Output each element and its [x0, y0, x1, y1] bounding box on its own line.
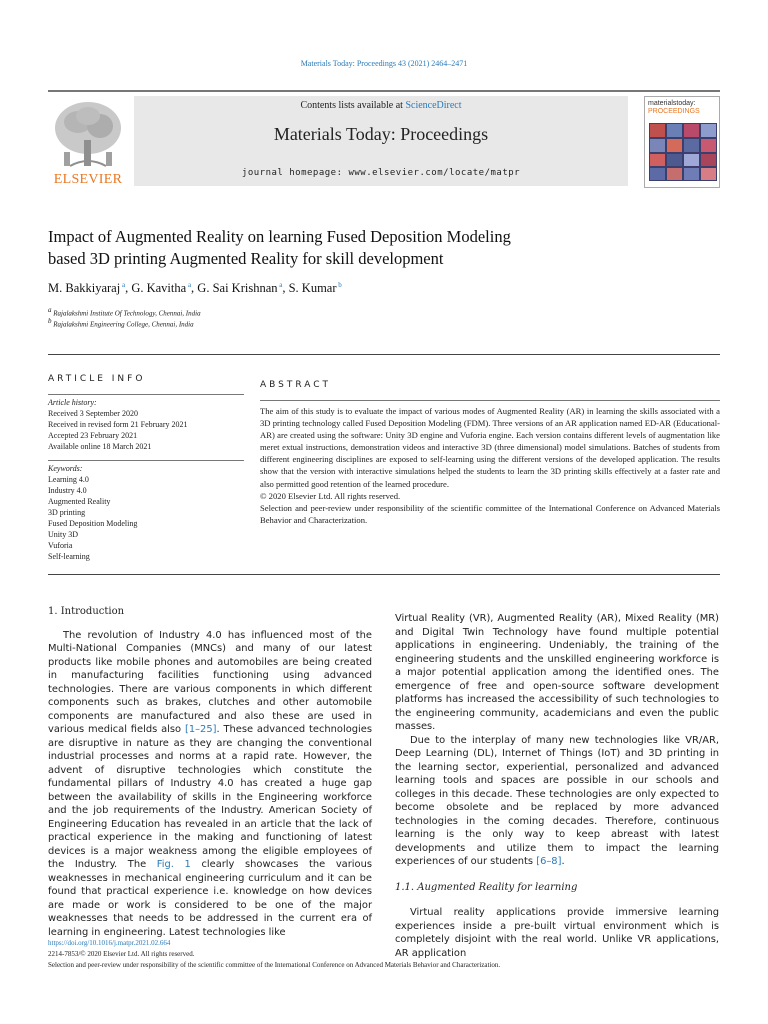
journal-band — [134, 96, 628, 186]
author-separator: , — [282, 281, 289, 296]
masthead — [48, 90, 720, 186]
figure-link[interactable]: Fig. 1 — [156, 859, 191, 870]
history-item: Available online 18 March 2021 — [48, 442, 152, 451]
article-info-heading: ARTICLE INFO — [48, 374, 146, 384]
body-column-left — [48, 605, 372, 939]
section-heading: 1. Introduction — [48, 606, 125, 617]
journal-title: Materials Today: Proceedings — [273, 124, 489, 144]
affiliation-text: Rajalakshmi Institute Of Technology, Chennai, India — [53, 309, 201, 318]
journal-cover-thumbnail[interactable] — [644, 96, 720, 188]
paragraph — [395, 734, 719, 869]
keywords — [48, 460, 248, 562]
history-item: Received in revised form 21 February 2021 — [48, 420, 188, 429]
cover-image-grid-icon — [649, 123, 717, 181]
paragraph-text: The revolution of Industry 4.0 has influenced most of the Multi-National Companies (MNCs) and many of our latest products like mobile phones and automobiles are being created in manufacturing facilities functioning using advanced technologies. There are various components in which different components such as brakes, clutches and other automobile components are manufactured and also these are used in various medical fields also — [48, 629, 372, 735]
article-title-line-2: based 3D printing Augmented Reality for skill development — [48, 249, 444, 268]
author-affiliation-mark[interactable]: b — [338, 281, 342, 289]
keyword-item[interactable]: Learning 4.0 — [48, 475, 89, 484]
keyword-item[interactable]: Industry 4.0 — [48, 486, 87, 495]
author-separator: , — [191, 281, 198, 296]
article-title — [48, 226, 648, 270]
abstract-copyright: © 2020 Elsevier Ltd. All rights reserved. — [260, 490, 401, 501]
sciencedirect-link[interactable]: ScienceDirect — [405, 100, 462, 111]
author-affiliation-mark[interactable]: a — [187, 281, 192, 289]
history-item: Received 3 September 2020 — [48, 409, 138, 418]
author-affiliation-mark[interactable]: a — [279, 281, 283, 289]
keyword-item[interactable]: 3D printing — [48, 508, 86, 517]
paragraph-text: . These advanced technologies are disruptive in nature as they are changing the conventional industrial processes and norms at a rapid rate. However, the advent of disruptive technologies which constitute the fundamental pillars of Industry 4.0 has created a huge gap between the availability of skills in the Engineering workforce and the job requirements of the Industry. American Society of Engineering Education has revealed in an article that the lack of practical experience in the making and functioning of latest devices is a major weakness among the eligible employees of the Industry. The — [48, 724, 372, 870]
reference-link[interactable]: [6–8] — [536, 856, 562, 867]
paragraph: Virtual reality applications provide immersive learning experiences inside a pre-built virtual environment which is completely disjoint with the real world. Unlike VR applications, AR application — [395, 907, 719, 959]
doi-link[interactable]: https://doi.org/10.1016/j.matpr.2021.02.664 — [48, 939, 171, 947]
contents-line — [134, 100, 628, 111]
abstract — [260, 400, 720, 526]
article-history-label: Article history: — [48, 398, 97, 407]
author-name[interactable]: M. Bakkiyaraj — [48, 281, 121, 296]
elsevier-wordmark: ELSEVIER — [53, 172, 123, 187]
affiliation-text: Rajalakshmi Engineering College, Chennai, India — [53, 320, 194, 329]
affiliation-mark: b — [48, 317, 52, 325]
paragraph-text: . — [561, 856, 565, 867]
abstract-heading: ABSTRACT — [260, 380, 332, 390]
author-name[interactable]: G. Kavitha — [131, 281, 187, 296]
contents-prefix: Contents lists available at — [300, 100, 406, 111]
affiliation — [48, 306, 448, 317]
reference-link[interactable]: [1–25] — [184, 724, 217, 735]
page-footer — [48, 938, 720, 971]
divider — [48, 394, 244, 395]
author-list — [48, 281, 648, 296]
paragraph — [48, 629, 372, 940]
footer-peer-review: Selection and peer-review under responsibility of the scientific committee of the International Conference on Advanced Materials Behavior and Characterization. — [48, 961, 501, 969]
paragraph-text: clearly showcases the various weaknesses in mechanical engineering curriculum and it can be found that practical experience i.e. knowledge on how devices are made or work is considered to be one of the major weaknesses that needs to be addressed in the current era of learning in engineering. Latest technologies like — [48, 859, 372, 938]
issn-line: 2214-7853/© 2020 Elsevier Ltd. All rights reserved. — [48, 950, 195, 958]
journal-citation-link[interactable]: Materials Today: Proceedings 43 (2021) 2464–2471 — [300, 59, 468, 68]
keyword-item[interactable]: Unity 3D — [48, 530, 78, 539]
keyword-item[interactable]: Augmented Reality — [48, 497, 111, 506]
subsection-heading: 1.1. Augmented Reality for learning — [395, 881, 578, 893]
author-name[interactable]: S. Kumar — [288, 281, 337, 296]
keyword-item[interactable]: Vuforia — [48, 541, 73, 550]
author-affiliation-mark[interactable]: a — [121, 281, 126, 289]
keyword-item[interactable]: Fused Deposition Modeling — [48, 519, 138, 528]
affiliation-mark: a — [48, 306, 52, 314]
divider — [48, 574, 720, 575]
affiliation — [48, 317, 448, 328]
keyword-item[interactable]: Self-learning — [48, 552, 90, 561]
paragraph: Virtual Reality (VR), Augmented Reality (AR), Mixed Reality (MR) and Digital Twin Technology have found multiple potential applications in engineering. Undeniably, the training of the engineering students and the unskilled engineering workforce is a major potential application among the identified ones. The emergence of free and open-source software development platforms has increased the accessibility of such technologies to the engineering community, academicians and even the public masses. — [395, 613, 719, 732]
body-column-right — [395, 612, 719, 960]
divider — [48, 460, 244, 461]
author-name[interactable]: G. Sai Krishnan — [197, 281, 278, 296]
cover-sub: PROCEEDINGS — [648, 108, 700, 115]
divider — [48, 354, 720, 355]
homepage-url-link[interactable]: www.elsevier.com/locate/matpr — [348, 168, 521, 178]
article-title-line-1: Impact of Augmented Reality on learning Fused Deposition Modeling — [48, 227, 511, 246]
keywords-label: Keywords: — [48, 464, 83, 473]
abstract-body: The aim of this study is to evaluate the impact of various modes of Augmented Reality (AR) in learning the skills associated with a 3D printing technology called Fused Deposition Modeling (FDM). Three versions of an AR application named ED-AR (Educational-AR) are created using the software: Unity 3D engine and Vuforia engine. Each version contains different levels of augmentation like meret extual instructions, demonstration videos and interactive 3D (three dimensional) model simulations. Batches of students from different engineering disciplines are exposed to self-learning using the different versions of the developed application. The results show that the version with interactive simulations helped the students to learn the 3D printing skills effectively at a faster rate and also permitted good retention of the learned procedure. — [260, 406, 720, 489]
homepage-line — [134, 168, 628, 178]
author-separator: , — [125, 281, 132, 296]
paragraph-text: Due to the interplay of many new technologies like VR/AR, Deep Learning (DL), Internet of Things (IoT) and 3D printing in the learning sector, experiential, personalized and advanced learning tools and spaces are possible in our schools and colleges in this decade. These technologies are only expected to become obsolete and be replaced by more advanced technologies in the coming decades. Therefore, continuous learning is the only way to keep abreast with latest developments and utilize them to impact the learning experiences of our students — [395, 734, 719, 867]
cover-brand: materialstoday: — [648, 100, 696, 107]
homepage-prefix: journal homepage: — [241, 168, 349, 178]
elsevier-logo — [48, 96, 128, 186]
article-history — [48, 394, 248, 452]
history-item: Accepted 23 February 2021 — [48, 431, 138, 440]
abstract-peer-review: Selection and peer-review under responsibility of the scientific committee of the International Conference on Advanced Materials Behavior and Characterization. — [260, 502, 720, 525]
